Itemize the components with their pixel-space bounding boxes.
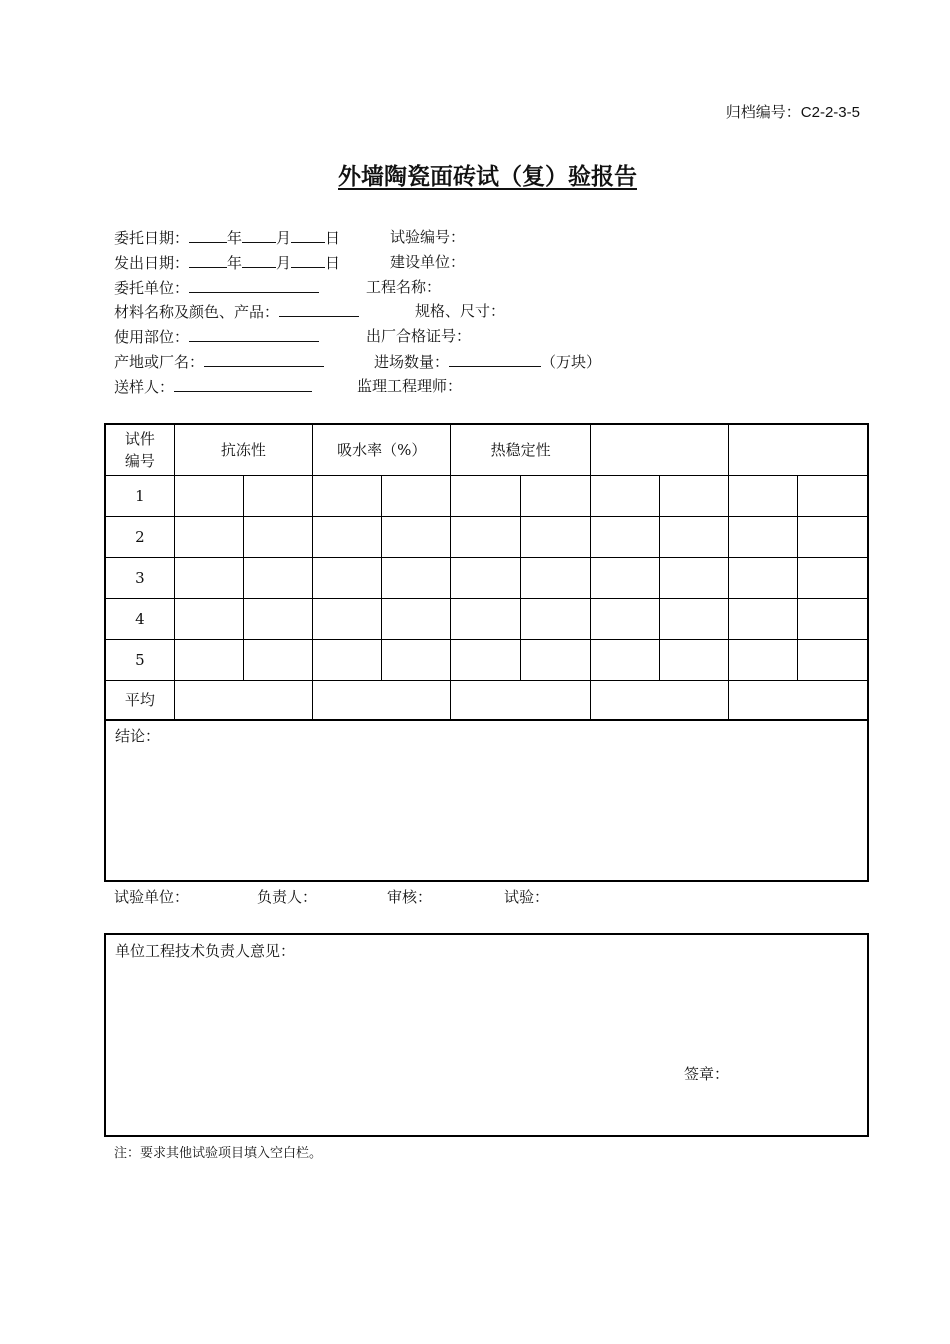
data-cell[interactable] bbox=[243, 516, 312, 557]
data-cell[interactable] bbox=[659, 516, 728, 557]
data-cell[interactable] bbox=[520, 516, 590, 557]
seal-label: 签章： bbox=[684, 1065, 730, 1083]
data-cell[interactable] bbox=[798, 557, 868, 598]
data-cell[interactable] bbox=[313, 475, 382, 516]
origin-label: 产地或厂名： bbox=[114, 353, 205, 371]
table-row bbox=[105, 598, 868, 639]
average-cell[interactable] bbox=[313, 680, 451, 720]
year-label: 年 bbox=[227, 229, 243, 247]
test-unit-label: 试验单位： bbox=[114, 888, 190, 906]
review-label: 审核： bbox=[387, 888, 433, 906]
conclusion-label: 结论： bbox=[115, 727, 161, 745]
data-cell[interactable] bbox=[382, 516, 451, 557]
opinion-label: 单位工程技术负责人意见： bbox=[115, 942, 296, 960]
page-title: 外墙陶瓷面砖试（复）验报告 bbox=[338, 163, 637, 190]
data-cell[interactable] bbox=[382, 639, 451, 680]
data-cell[interactable] bbox=[590, 598, 659, 639]
quantity-unit: （万块） bbox=[541, 353, 602, 371]
data-cell[interactable] bbox=[729, 516, 798, 557]
data-cell[interactable] bbox=[729, 475, 798, 516]
data-cell[interactable] bbox=[798, 598, 868, 639]
origin-line bbox=[114, 352, 324, 372]
data-cell[interactable] bbox=[798, 639, 868, 680]
month-label: 月 bbox=[276, 254, 292, 272]
data-cell[interactable] bbox=[590, 639, 659, 680]
specimen-header: 试件编号 bbox=[105, 424, 174, 475]
average-cell[interactable] bbox=[729, 680, 868, 720]
entrust-day-field[interactable] bbox=[291, 228, 325, 243]
test-number-label: 试验编号： bbox=[390, 228, 466, 246]
opinion-box[interactable] bbox=[104, 933, 869, 1137]
issue-date-label: 发出日期： bbox=[114, 254, 190, 272]
row-number: 2 bbox=[105, 516, 174, 557]
data-cell[interactable] bbox=[382, 475, 451, 516]
average-label: 平均 bbox=[105, 680, 174, 720]
data-cell[interactable] bbox=[520, 598, 590, 639]
data-cell[interactable] bbox=[243, 639, 312, 680]
issue-day-field[interactable] bbox=[291, 253, 325, 268]
average-cell[interactable] bbox=[590, 680, 728, 720]
table-row bbox=[105, 639, 868, 680]
usage-label: 使用部位： bbox=[114, 328, 190, 346]
results-table bbox=[104, 423, 869, 721]
usage-line bbox=[114, 327, 319, 347]
quantity-field[interactable] bbox=[449, 352, 541, 367]
data-cell[interactable] bbox=[659, 639, 728, 680]
spec-label: 规格、尺寸： bbox=[415, 302, 506, 320]
sender-line bbox=[114, 377, 312, 397]
data-cell[interactable] bbox=[590, 557, 659, 598]
data-cell[interactable] bbox=[798, 475, 868, 516]
month-label: 月 bbox=[276, 229, 292, 247]
material-field[interactable] bbox=[279, 302, 359, 317]
sender-field[interactable] bbox=[174, 377, 312, 392]
issue-date-line bbox=[114, 253, 340, 273]
data-cell[interactable] bbox=[729, 557, 798, 598]
supervisor-label: 监理工程理师： bbox=[357, 377, 463, 395]
table-header-row bbox=[105, 424, 868, 475]
data-cell[interactable] bbox=[382, 598, 451, 639]
entrust-unit-field[interactable] bbox=[189, 278, 319, 293]
entrust-unit-label: 委托单位： bbox=[114, 279, 190, 297]
data-cell[interactable] bbox=[243, 598, 312, 639]
project-name-label: 工程名称： bbox=[366, 278, 442, 296]
data-cell[interactable] bbox=[590, 516, 659, 557]
blank-header-1[interactable] bbox=[590, 424, 728, 475]
quantity-label: 进场数量： bbox=[374, 353, 450, 371]
data-cell[interactable] bbox=[243, 475, 312, 516]
row-number: 4 bbox=[105, 598, 174, 639]
data-cell[interactable] bbox=[659, 475, 728, 516]
sender-label: 送样人： bbox=[114, 378, 175, 396]
table-row bbox=[105, 475, 868, 516]
data-cell[interactable] bbox=[313, 598, 382, 639]
average-cell[interactable] bbox=[174, 680, 312, 720]
entrust-month-field[interactable] bbox=[242, 228, 276, 243]
data-cell[interactable] bbox=[590, 475, 659, 516]
construction-unit-label: 建设单位： bbox=[390, 253, 466, 271]
issue-year-field[interactable] bbox=[189, 253, 227, 268]
data-cell[interactable] bbox=[451, 598, 520, 639]
issue-month-field[interactable] bbox=[242, 253, 276, 268]
thermal-stability-header: 热稳定性 bbox=[451, 424, 590, 475]
year-label: 年 bbox=[227, 254, 243, 272]
usage-field[interactable] bbox=[189, 327, 319, 342]
data-cell[interactable] bbox=[451, 639, 520, 680]
data-cell[interactable] bbox=[174, 557, 243, 598]
blank-header-2[interactable] bbox=[729, 424, 868, 475]
entrust-date-line bbox=[114, 228, 340, 248]
data-cell[interactable] bbox=[729, 639, 798, 680]
material-label: 材料名称及颜色、产品： bbox=[114, 303, 280, 321]
data-cell[interactable] bbox=[520, 557, 590, 598]
data-cell[interactable] bbox=[451, 475, 520, 516]
data-cell[interactable] bbox=[313, 516, 382, 557]
data-cell[interactable] bbox=[313, 557, 382, 598]
row-number: 3 bbox=[105, 557, 174, 598]
certificate-label: 出厂合格证号： bbox=[366, 327, 472, 345]
frost-resistance-header: 抗冻性 bbox=[174, 424, 312, 475]
footnote: 注：要求其他试验项目填入空白栏。 bbox=[114, 1146, 323, 1161]
data-cell[interactable] bbox=[520, 475, 590, 516]
data-cell[interactable] bbox=[174, 639, 243, 680]
water-absorption-header: 吸水率（%） bbox=[313, 424, 451, 475]
data-cell[interactable] bbox=[174, 598, 243, 639]
data-cell[interactable] bbox=[729, 598, 798, 639]
data-cell[interactable] bbox=[382, 557, 451, 598]
quantity-line bbox=[374, 352, 601, 372]
responsible-label: 负责人： bbox=[257, 888, 318, 906]
tester-label: 试验： bbox=[504, 888, 550, 906]
row-number: 1 bbox=[105, 475, 174, 516]
day-label: 日 bbox=[325, 254, 341, 272]
data-cell[interactable] bbox=[451, 516, 520, 557]
material-line bbox=[114, 302, 359, 322]
data-cell[interactable] bbox=[174, 475, 243, 516]
data-cell[interactable] bbox=[659, 557, 728, 598]
row-number: 5 bbox=[105, 639, 174, 680]
data-cell[interactable] bbox=[313, 639, 382, 680]
entrust-date-label: 委托日期： bbox=[114, 229, 190, 247]
entrust-unit-line bbox=[114, 278, 319, 298]
data-cell[interactable] bbox=[798, 516, 868, 557]
data-cell[interactable] bbox=[174, 516, 243, 557]
table-row bbox=[105, 516, 868, 557]
conclusion-box[interactable] bbox=[104, 719, 869, 882]
average-cell[interactable] bbox=[451, 680, 590, 720]
data-cell[interactable] bbox=[451, 557, 520, 598]
table-row bbox=[105, 557, 868, 598]
day-label: 日 bbox=[325, 229, 341, 247]
archive-number: 归档编号：C2-2-3-5 bbox=[725, 104, 860, 121]
data-cell[interactable] bbox=[243, 557, 312, 598]
entrust-year-field[interactable] bbox=[189, 228, 227, 243]
origin-field[interactable] bbox=[204, 352, 324, 367]
data-cell[interactable] bbox=[659, 598, 728, 639]
average-row bbox=[105, 680, 868, 720]
data-cell[interactable] bbox=[520, 639, 590, 680]
